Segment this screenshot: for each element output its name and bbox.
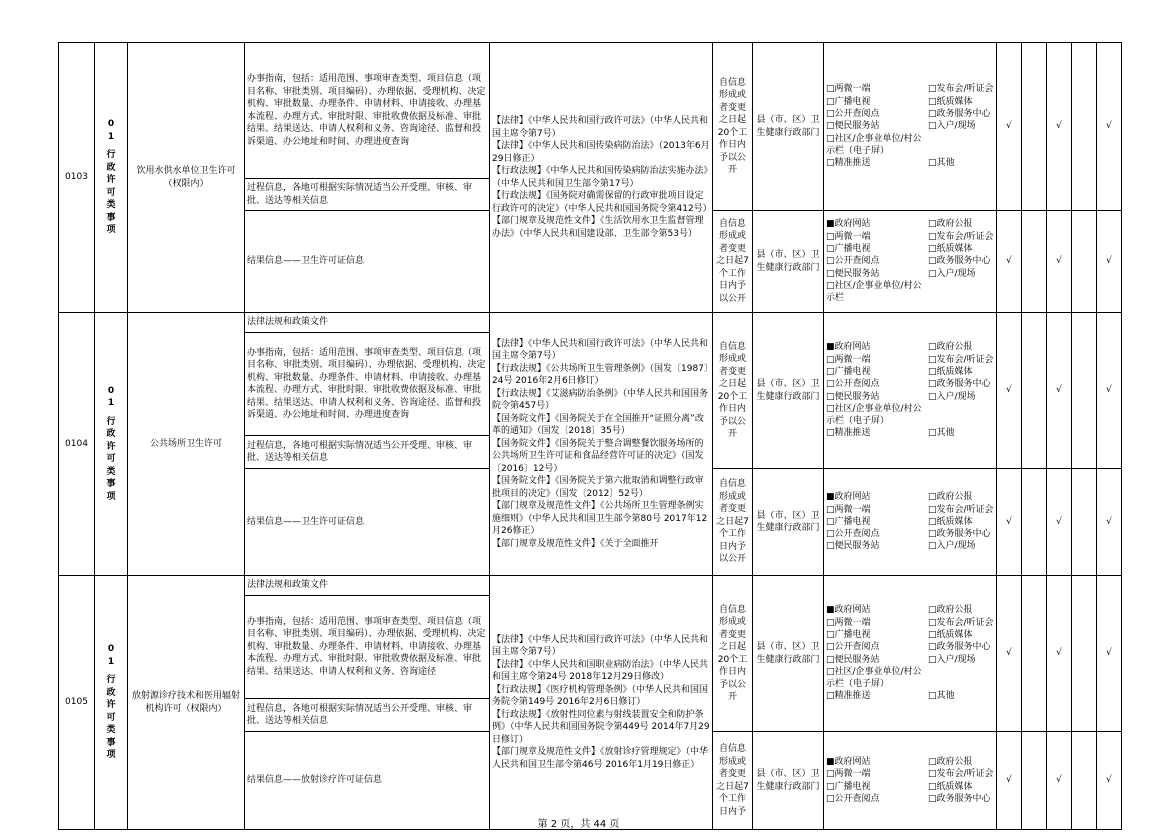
channel-option: □入户/现场: [928, 391, 976, 402]
channel-option: ■政府网站: [826, 605, 871, 616]
channel-option: □政府公报: [928, 605, 973, 616]
disclosure-time: 自信息形成或者变更之日起7个工作日内予以公开: [713, 469, 753, 576]
check-cell: √: [997, 732, 1022, 830]
channel-option: [928, 403, 994, 428]
disclosure-channels: [824, 211, 997, 313]
disclosure-content: 法律法规和政策文件: [245, 313, 490, 333]
channel-option: □政府公报: [928, 492, 973, 503]
disclosure-subject: 县（市、区）卫生健康行政部门: [753, 469, 824, 576]
disclosure-content: 办事指南，包括：适用范围、事项审查类型、项目信息（项目名称、审批类别、项目编码）、办理依据、受理机构、决定机构、审批数量、办理条件、申请材料、申请接收、办理基本流程、办理方式、审批时限、审批收费依据及标准、审批结果、结果送达、申请人权利和义务、咨询途径、监督和投诉渠道、办公地址和时间、办理进度查询: [245, 43, 490, 179]
channel-option: □政务服务中心: [928, 379, 991, 390]
channel-option: ■政府网站: [826, 219, 871, 230]
channel-option: □纸质媒体: [928, 516, 973, 527]
item-name: 放射源诊疗技术和医用辐射机构许可（权限内）: [128, 576, 245, 830]
check-cell: √: [997, 469, 1022, 576]
item-code: 0105: [59, 576, 95, 830]
channel-option: □公开查阅点: [826, 642, 880, 653]
channel-option: ■政府网站: [826, 342, 871, 353]
channel-option: □便民服务站: [826, 121, 880, 132]
channel-option: □精准推送: [826, 158, 871, 169]
item-category: [95, 43, 128, 313]
category-char: 行: [106, 150, 116, 161]
channel-option: □公开查阅点: [826, 256, 880, 267]
check-cell: [1022, 211, 1047, 313]
channel-option: □公开查阅点: [826, 379, 880, 390]
channel-grid: [826, 83, 994, 169]
basis-item: 【法律】《中华人民共和国职业病防治法》（中华人民共和国主席令第24号 2018年12月29日修改）: [492, 659, 709, 683]
channel-grid: [826, 218, 994, 304]
category-char: 行: [106, 416, 116, 427]
channel-option: □政务服务中心: [928, 256, 991, 267]
category-char: 可: [106, 712, 116, 723]
disclosure-content: 过程信息，各地可根据实际情况适当公开受理、审核、审批、送达等相关信息: [245, 699, 490, 732]
channel-option: □两微一端: [826, 231, 871, 242]
item-category: [95, 313, 128, 576]
table-row: [59, 43, 1122, 179]
disclosure-subject: 县（市、区）卫生健康行政部门: [753, 313, 824, 469]
disclosure-channels: [824, 313, 997, 469]
channel-option: □社区/企事业单位/村公示栏: [826, 280, 922, 304]
category-char: 项: [106, 225, 116, 236]
disclosure-content: 结果信息——放射诊疗许可证信息: [245, 732, 490, 830]
channel-option: □广播电视: [826, 96, 871, 107]
check-cell: √: [997, 313, 1022, 469]
channel-option: □入户/现场: [928, 121, 976, 132]
channel-option: □广播电视: [826, 781, 871, 792]
item-name: 公共场所卫生许可: [128, 313, 245, 576]
check-cell: [1022, 43, 1047, 211]
disclosure-content: 办事指南，包括：适用范围、事项审查类型、项目信息（项目名称、审批类别、项目编码）、办理依据、受理机构、决定机构、审批数量、办理条件、申请材料、申请接收、办理基本流程、办理方式、审批时限、审批收费依据及标准、审批结果、结果送达、申请人权利和义务、咨询途径、监督和投诉渠道、办公地址和时间、办理进度查询: [245, 333, 490, 436]
category-char: 政: [106, 162, 116, 173]
category-char: 许: [106, 441, 116, 452]
basis-item: 【行政法规】《放射性同位素与射线装置安全和防护条例》（中华人民共和国国务院令第449号 2014年7月29日修订）: [492, 709, 710, 745]
channel-option: ■政府网站: [826, 492, 871, 503]
disclosure-basis: [490, 313, 713, 576]
channel-grid: [826, 604, 994, 702]
channel-option: □便民服务站: [826, 391, 880, 402]
channel-option: □政务服务中心: [928, 109, 991, 120]
channel-option: □纸质媒体: [928, 96, 973, 107]
channel-option: □广播电视: [826, 244, 871, 255]
check-cell: √: [1097, 576, 1122, 732]
channel-option: □公开查阅点: [826, 793, 880, 804]
item-name: 饮用水供水单位卫生许可（权限内）: [128, 43, 245, 313]
disclosure-time: 自信息形成或者变更之日起20个工作日内予以公开: [713, 313, 753, 469]
channel-option: □广播电视: [826, 366, 871, 377]
check-cell: [1072, 43, 1097, 211]
category-char: 类: [106, 466, 116, 477]
category-char: 1: [107, 398, 115, 409]
category-char: 0: [107, 119, 115, 130]
basis-item: 【行政法规】《艾滋病防治条例》（中华人民共和国国务院令第457号）: [492, 388, 709, 412]
channel-grid: [826, 341, 994, 439]
category-char: 事: [106, 737, 116, 748]
disclosure-subject: 县（市、区）卫生健康行政部门: [753, 732, 824, 830]
channel-option: □精准推送: [826, 691, 871, 702]
category-char: 0: [107, 644, 115, 655]
disclosure-content: 结果信息——卫生许可证信息: [245, 211, 490, 313]
channel-option: □公开查阅点: [826, 109, 880, 120]
channel-grid: [826, 491, 994, 552]
channel-option: □两微一端: [826, 504, 871, 515]
check-cell: √: [1097, 313, 1122, 469]
category-char: 事: [106, 212, 116, 223]
disclosure-content: 法律法规和政策文件: [245, 576, 490, 596]
table-row: [59, 576, 1122, 596]
channel-option: □便民服务站: [826, 654, 880, 665]
check-cell: √: [997, 576, 1022, 732]
disclosure-content: 过程信息，各地可根据实际情况适当公开受理、审核、审批、送达等相关信息: [245, 436, 490, 469]
check-cell: [1072, 576, 1097, 732]
check-cell: [1072, 313, 1097, 469]
channel-option: □其他: [928, 158, 955, 169]
category-char: 1: [107, 131, 115, 142]
channel-option: □发布会/听证会: [928, 617, 994, 628]
channel-option: □广播电视: [826, 629, 871, 640]
disclosure-table: [58, 42, 1122, 830]
disclosure-basis: [490, 43, 713, 313]
check-cell: √: [1047, 43, 1072, 211]
basis-item: 【部门规章及规范性文件】《放射诊疗管理规定》（中华人民共和国卫生部令第46号 2016年1月19日修正）: [492, 747, 709, 770]
channel-option: □纸质媒体: [928, 629, 973, 640]
disclosure-content: 结果信息——卫生许可证信息: [245, 469, 490, 576]
check-cell: √: [997, 211, 1022, 313]
category-char: 许: [106, 175, 116, 186]
item-code: 0104: [59, 313, 95, 576]
check-cell: √: [997, 43, 1022, 211]
channel-option: □政务服务中心: [928, 793, 991, 804]
channel-grid: [826, 756, 994, 805]
disclosure-time: 自信息形成或者变更之日起7个工作日内予: [713, 732, 753, 830]
category-char: 政: [106, 429, 116, 440]
disclosure-channels: [824, 576, 997, 732]
channel-option: □两微一端: [826, 617, 871, 628]
basis-item: 【法律】《中华人民共和国行政许可法》（中华人民共和国主席令第7号）: [492, 116, 709, 139]
page-footer: 第 2 页，共 44 页: [537, 819, 620, 830]
channel-option: □入户/现场: [928, 541, 976, 552]
disclosure-time: 自信息形成或者变更之日起20个工作日内予以公开: [713, 43, 753, 211]
category-char: 类: [106, 725, 116, 736]
channel-option: □广播电视: [826, 516, 871, 527]
table-row: [59, 313, 1122, 333]
basis-item: 【部门规章及规范性文件】《公共场所卫生管理条例实施细则》（中华人民共和国卫生部令第80号 2017年12月26修正）: [492, 501, 708, 537]
channel-option: □社区/企事业单位/村公示栏（电子屏）: [826, 666, 922, 690]
disclosure-content: 过程信息，各地可根据实际情况适当公开受理、审核、审批、送达等相关信息: [245, 179, 490, 211]
check-cell: √: [1047, 211, 1072, 313]
category-char: 可: [106, 454, 116, 465]
channel-option: □纸质媒体: [928, 244, 973, 255]
channel-option: □政府公报: [928, 756, 973, 767]
check-cell: √: [1047, 313, 1072, 469]
category-char: 事: [106, 479, 116, 490]
channel-option: □公开查阅点: [826, 529, 880, 540]
channel-option: □两微一端: [826, 354, 871, 365]
channel-option: □便民服务站: [826, 268, 880, 279]
channel-option: □精准推送: [826, 428, 871, 439]
category-char: 许: [106, 700, 116, 711]
check-cell: [1022, 576, 1047, 732]
disclosure-content: 办事指南，包括：适用范围、事项审查类型、项目信息（项目名称、审批类别、项目编码）、办理依据、受理机构、决定机构、审批数量、办理条件、申请材料、申请接收、办理基本流程、办理方式、审批时限、审批收费依据及标准、审批结果、结果送达、申请人权利和义务、咨询途径: [245, 596, 490, 699]
item-category: [95, 576, 128, 830]
channel-option: □政务服务中心: [928, 529, 991, 540]
check-cell: [1072, 211, 1097, 313]
disclosure-channels: [824, 43, 997, 211]
channel-option: [928, 280, 994, 305]
channel-option: □政务服务中心: [928, 642, 991, 653]
check-cell: √: [1047, 576, 1072, 732]
channel-option: □发布会/听证会: [928, 84, 994, 95]
disclosure-basis: [490, 576, 713, 830]
channel-option: □发布会/听证会: [928, 231, 994, 242]
channel-option: □入户/现场: [928, 268, 976, 279]
channel-option: [928, 133, 994, 158]
check-cell: [1022, 313, 1047, 469]
basis-item: 【行政法规】《医疗机构管理条例》（中华人民共和国国务院令第149号 2016年2月6日修订）: [492, 684, 709, 708]
basis-item: 【行政法规】《公共场所卫生管理条例》（国发〔1987〕24号 2016年2月6日修订）: [492, 363, 709, 387]
disclosure-time: 自信息形成或者变更之日起20个工作日内予以公开: [713, 576, 753, 732]
category-char: 类: [106, 200, 116, 211]
check-cell: √: [1097, 211, 1122, 313]
channel-option: □纸质媒体: [928, 366, 973, 377]
channel-option: □纸质媒体: [928, 781, 973, 792]
channel-option: □两微一端: [826, 84, 871, 95]
check-cell: √: [1047, 469, 1072, 576]
disclosure-time: 自信息形成或者变更之日起7个工作日内予以公开: [713, 211, 753, 313]
category-char: 项: [106, 491, 116, 502]
category-char: 行: [106, 675, 116, 686]
channel-option: □政府公报: [928, 219, 973, 230]
category-char: 可: [106, 187, 116, 198]
basis-item: 【部门规章及规范性文件】《关于全面推开: [492, 538, 659, 549]
channel-option: □发布会/听证会: [928, 354, 994, 365]
channel-option: □其他: [928, 691, 955, 702]
basis-item: 【行政法规】《中华人民共和国传染病防治法实施办法》（中华人民共和国卫生部令第17号）: [492, 166, 709, 189]
category-char: 政: [106, 687, 116, 698]
disclosure-subject: 县（市、区）卫生健康行政部门: [753, 43, 824, 211]
check-cell: √: [1097, 469, 1122, 576]
check-cell: √: [1097, 732, 1122, 830]
channel-option: □社区/企事业单位/村公示栏（电子屏）: [826, 403, 922, 427]
basis-item: 【法律】《中华人民共和国行政许可法》（中华人民共和国主席令第7号）: [492, 634, 709, 658]
category-char: 项: [106, 750, 116, 761]
disclosure-subject: 县（市、区）卫生健康行政部门: [753, 211, 824, 313]
basis-item: 【法律】《中华人民共和国传染病防治法》（2013年6月29日修正）: [492, 141, 710, 164]
disclosure-channels: [824, 469, 997, 576]
basis-item: 【国务院文件】《国务院关于在全国推开“证照分离”改革的通知》（国发〔2018〕35号）: [492, 413, 704, 437]
channel-option: □其他: [928, 428, 955, 439]
check-cell: √: [1047, 732, 1072, 830]
basis-item: 【行政法规】《国务院对确需保留的行政审批项目设定行政许可的决定》（中华人民共和国国务院令第412号）: [492, 191, 712, 214]
item-code: 0103: [59, 43, 95, 313]
channel-option: □发布会/听证会: [928, 504, 994, 515]
check-cell: [1022, 469, 1047, 576]
basis-item: 【国务院文件】《国务院关于第六批取消和调整行政审批项目的决定》（国发〔2012〕52号）: [492, 476, 704, 499]
channel-option: □政府公报: [928, 342, 973, 353]
channel-option: □社区/企事业单位/村公示栏（电子屏）: [826, 133, 922, 156]
channel-option: □便民服务站: [826, 541, 880, 552]
channel-option: ■政府网站: [826, 756, 871, 767]
channel-option: □两微一端: [826, 769, 871, 780]
channel-option: □入户/现场: [928, 654, 976, 665]
category-char: 1: [107, 656, 115, 667]
channel-option: [928, 666, 994, 691]
channel-option: □发布会/听证会: [928, 769, 994, 780]
basis-item: 【部门规章及规范性文件】《生活饮用水卫生监督管理办法》（中华人民共和国建设部、卫生部令第53号）: [492, 216, 704, 239]
basis-item: 【法律】《中华人民共和国行政许可法》（中华人民共和国主席令第7号）: [492, 338, 709, 362]
basis-item: 【国务院文件】《国务院关于整合调整餐饮服务场所的公共场所卫生许可证和食品经营许可证的决定》（国发〔2016〕12号）: [492, 438, 704, 474]
check-cell: √: [1097, 43, 1122, 211]
check-cell: [1072, 469, 1097, 576]
category-char: 0: [107, 385, 115, 396]
disclosure-subject: 县（市、区）卫生健康行政部门: [753, 576, 824, 732]
